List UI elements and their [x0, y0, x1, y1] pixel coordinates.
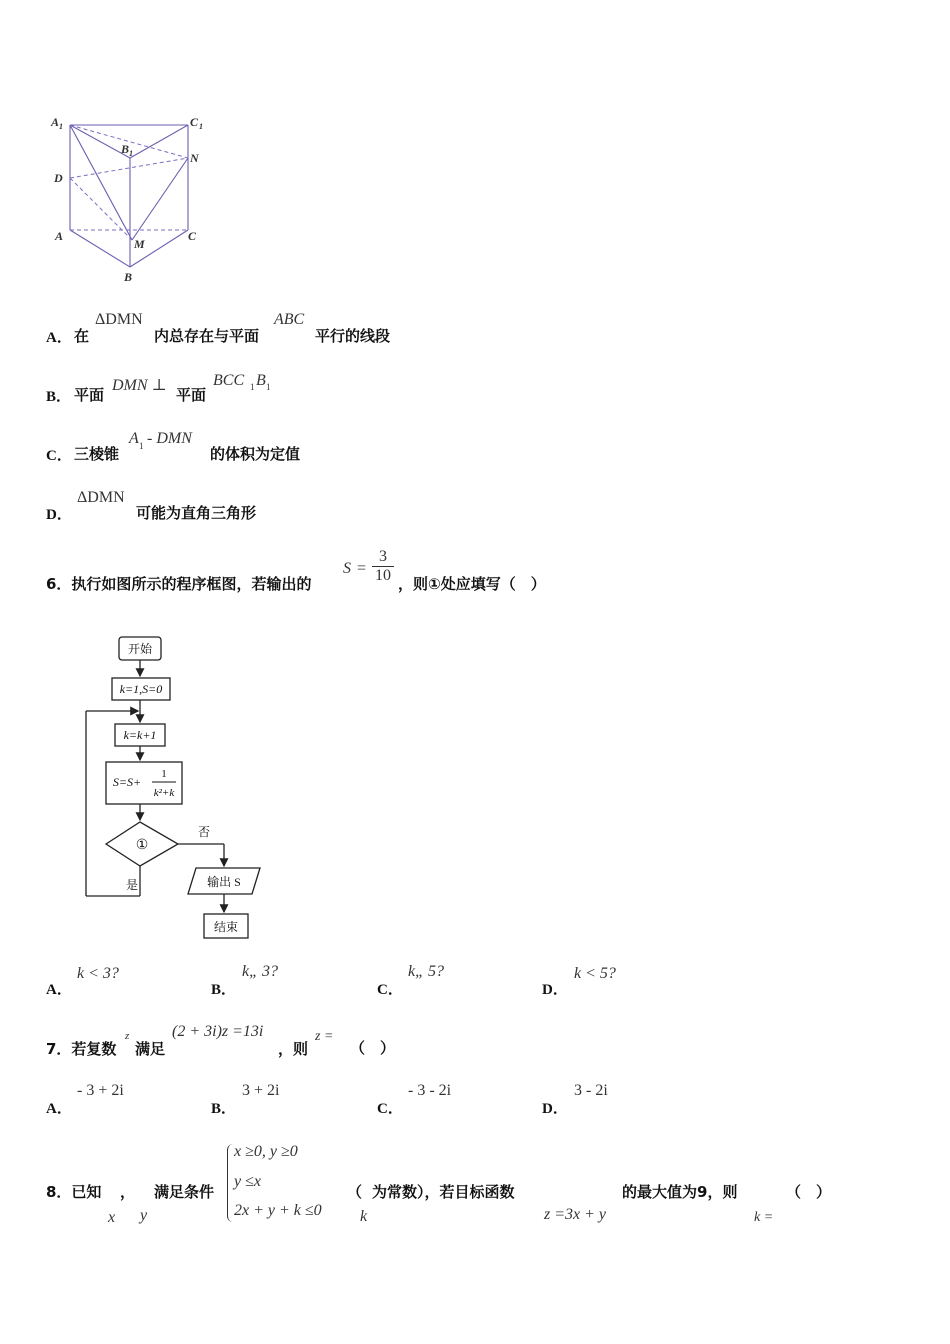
flow-sum: S=S+: [112, 775, 142, 789]
label-n: N: [190, 151, 199, 165]
svg-text:1: 1: [129, 149, 133, 158]
flowchart: [80, 630, 280, 945]
label-c: C: [188, 229, 197, 243]
label-a1: A: [51, 115, 60, 129]
svg-text:1: 1: [59, 122, 63, 131]
q8-brace: [227, 1144, 234, 1222]
flow-output: 输出 S: [207, 875, 241, 889]
svg-text:1: 1: [199, 122, 203, 131]
label-b: B: [124, 270, 133, 284]
label-b1: B: [121, 142, 130, 156]
prism-figure: [48, 110, 218, 290]
flow-condition: ①: [135, 838, 149, 853]
flow-no: 否: [197, 825, 211, 839]
flow-yes: 是: [125, 878, 139, 892]
flow-start: 开始: [127, 642, 153, 656]
label-a: A: [55, 229, 64, 243]
svg-text:1: 1: [161, 768, 167, 780]
flow-init: k=1,S=0: [119, 682, 163, 696]
label-d: D: [54, 171, 63, 185]
label-c1: C: [190, 115, 199, 129]
svg-text:k²+k: k²+k: [153, 787, 175, 799]
flow-end: 结束: [213, 920, 239, 934]
label-m: M: [134, 237, 145, 251]
flow-increment: k=k+1: [123, 728, 157, 742]
q6-fraction: 3 10: [372, 548, 394, 585]
